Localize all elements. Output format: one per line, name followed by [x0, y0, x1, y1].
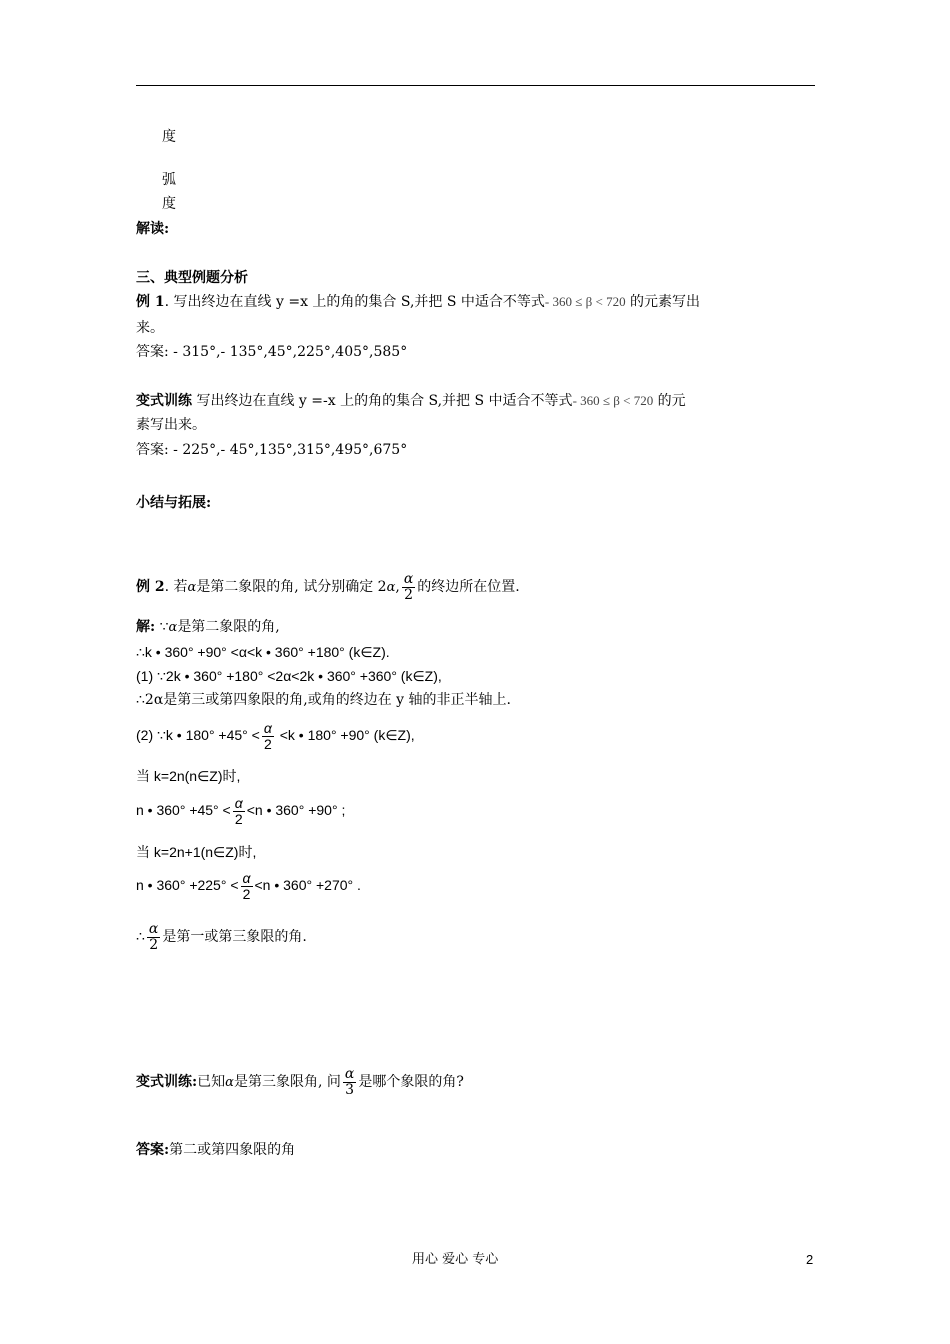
alpha-symbol: α: [187, 580, 197, 595]
fraction-alpha-over-2: [147, 922, 160, 953]
fraction-numerator: α: [344, 1065, 355, 1082]
fraction-denominator: 2: [234, 810, 243, 827]
variant2-text-c: 是哪个象限的角?: [358, 1074, 464, 1090]
fraction-alpha-over-2: [262, 721, 274, 752]
fraction-alpha-over-2: [241, 871, 253, 902]
answer2-line: [136, 1140, 295, 1160]
fraction-numerator: α: [403, 570, 414, 587]
solution-line9-b: <n • 360° +270° .: [254, 877, 361, 893]
solution-conclusion: [136, 920, 307, 954]
example2-text-d: 的终边所在位置.: [417, 579, 520, 595]
example2-label: 例 2: [136, 579, 165, 595]
example2-text-a: . 若: [164, 579, 188, 595]
section-heading: 三、典型例题分析: [136, 270, 248, 286]
variant2-line: [136, 1065, 464, 1100]
page-number: 2: [806, 1252, 814, 1267]
fraction-numerator: α: [148, 920, 159, 937]
header-rule: [136, 85, 815, 86]
heading-jiedu: 解读:: [136, 221, 170, 237]
fraction-alpha-over-3: [343, 1067, 356, 1098]
example2-line: [136, 570, 520, 605]
solution-because: ∵: [155, 619, 169, 635]
fraction-denominator: 3: [345, 1081, 355, 1098]
solution-line8: 当 k=2n+1(n∈Z)时,: [136, 844, 257, 860]
solution-line7-a: n • 360° +45° <: [136, 802, 231, 818]
example1-line2: 来。: [136, 320, 164, 336]
example1-label: 例 1: [136, 294, 165, 310]
solution-conclusion-text: 是第一或第三象限的角.: [162, 929, 307, 945]
example1-inequality: - 360 ≤ β < 720: [544, 294, 626, 309]
solution-line5-a: (2) ∵k • 180° +45° <: [136, 727, 260, 743]
variant1-text-b: 的元: [653, 393, 686, 409]
alpha-symbol: α: [225, 1075, 234, 1090]
solution-line7: [136, 793, 345, 827]
solution-line1: [136, 617, 280, 638]
solution-line5: [136, 718, 415, 752]
example2-text-c: ,: [395, 579, 400, 595]
example1-text-b: 的元素写出: [625, 294, 701, 310]
example1-answer: 答案: - 315°,- 135°,45°,225°,405°,585°: [136, 344, 408, 360]
variant2-text-b: 是第三象限角, 问: [233, 1074, 341, 1090]
fraction-numerator: α: [242, 869, 251, 886]
solution-line9: [136, 868, 361, 902]
footer-motto: 用心 爱心 专心: [412, 1252, 499, 1267]
example1-line1: [136, 292, 700, 312]
solution-line3: (1) ∵2k • 360° +180° <2α<2k • 360° +360° (k∈Z),: [136, 668, 442, 684]
fraction-denominator: 2: [149, 936, 159, 953]
solution-line5-b: <k • 180° +90° (k∈Z),: [275, 727, 415, 743]
fraction-alpha-over-2: [233, 796, 245, 827]
fraction-numerator: α: [234, 794, 243, 811]
answer2-label: 答案:: [136, 1142, 170, 1158]
fraction-denominator: 2: [404, 586, 413, 603]
variant1-label: 变式训练: [136, 393, 192, 409]
therefore-symbol: ∴: [136, 929, 145, 945]
variant1-inequality: - 360 ≤ β < 720: [572, 393, 654, 408]
solution-line1-text: 是第二象限的角,: [177, 619, 280, 635]
fraction-alpha-over-2: [402, 572, 415, 603]
alpha-symbol: α: [386, 580, 396, 595]
solution-line7-b: <n • 360° +90° ;: [246, 802, 346, 818]
fraction-numerator: α: [263, 719, 272, 736]
fraction-denominator: 2: [242, 885, 251, 902]
solution-line6: 当 k=2n(n∈Z)时,: [136, 768, 241, 784]
variant1-line1: [136, 391, 686, 411]
variant1-answer: 答案: - 225°,- 45°,135°,315°,495°,675°: [136, 442, 408, 458]
summary-heading: 小结与拓展:: [136, 495, 212, 511]
solution-line9-a: n • 360° +225° <: [136, 877, 239, 893]
solution-line2: ∴k • 360° +90° <α<k • 360° +180° (k∈Z).: [136, 644, 390, 660]
text-du-1: 度: [162, 129, 176, 145]
alpha-symbol: α: [168, 620, 178, 635]
variant2-text-a: 已知: [197, 1074, 226, 1090]
fraction-denominator: 2: [263, 735, 272, 752]
solution-label: 解:: [136, 619, 156, 635]
variant2-label: 变式训练:: [136, 1074, 198, 1090]
answer2-text: 第二或第四象限的角: [169, 1142, 296, 1158]
solution-line4: ∴2α是第三或第四象限的角,或角的终边在 y 轴的非正半轴上.: [136, 692, 511, 708]
variant1-text-a: 写出终边在直线 y =-x 上的角的集合 S,并把 S 中适合不等式: [192, 393, 573, 409]
example1-text-a: . 写出终边在直线 y =x 上的角的集合 S,并把 S 中适合不等式: [164, 294, 545, 310]
text-hu: 弧: [162, 172, 176, 188]
text-du-2: 度: [162, 196, 176, 212]
example2-text-b: 是第二象限的角, 试分别确定 2: [196, 579, 387, 595]
variant1-line2: 素写出来。: [136, 417, 206, 433]
